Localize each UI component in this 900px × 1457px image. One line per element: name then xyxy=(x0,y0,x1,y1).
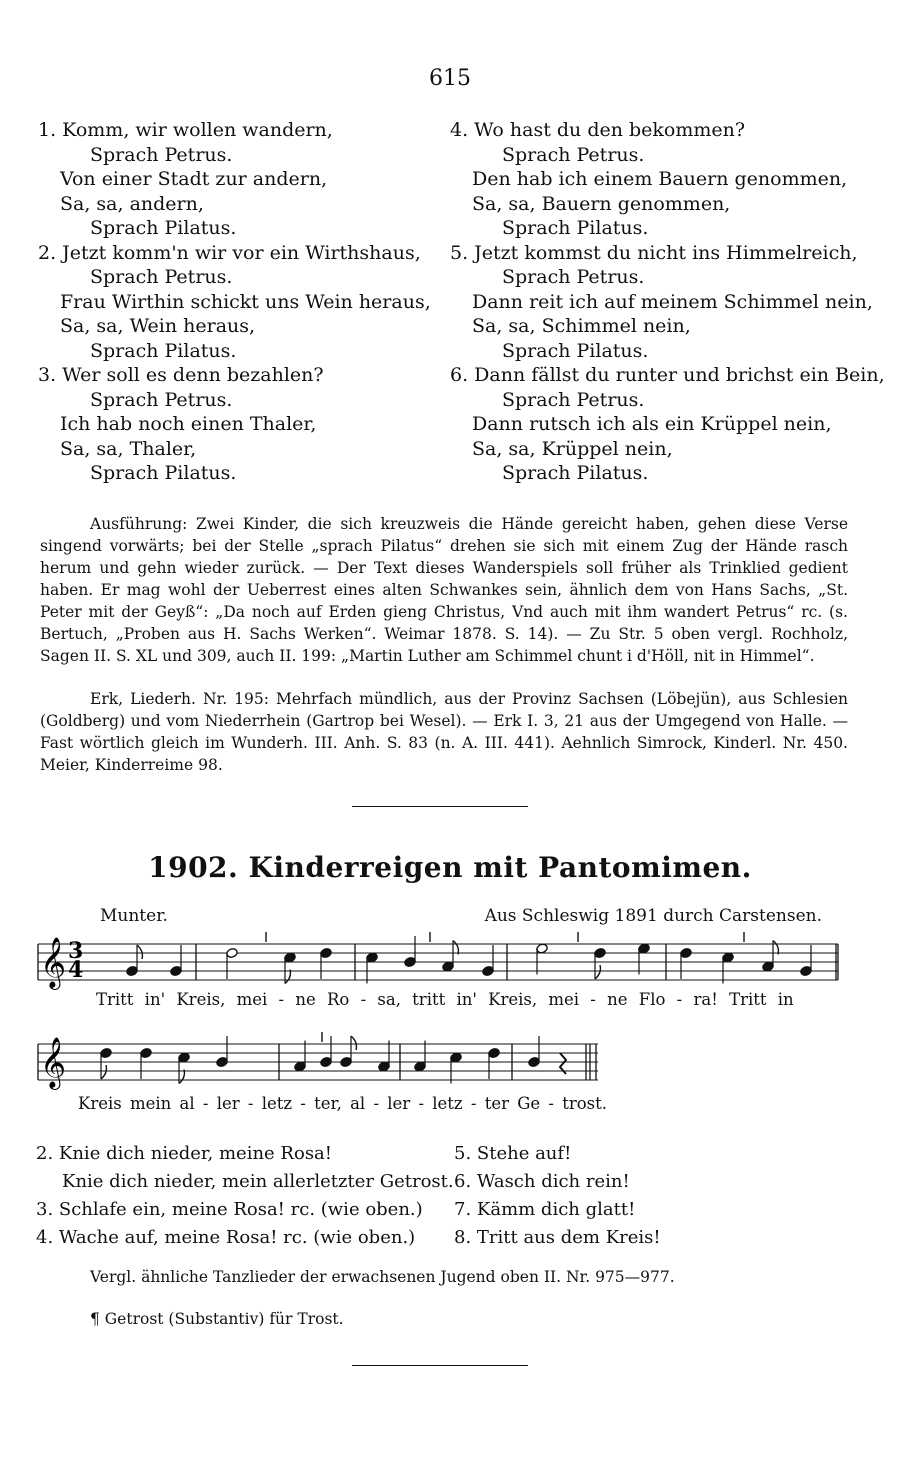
lyrics-line-2: Kreis mein al - ler - letz - ter, al - ler - letz - ter Ge - trost. xyxy=(78,1094,608,1113)
stanza-line: 2. Knie dich nieder, meine Rosa! xyxy=(36,1143,333,1164)
verse-line: Sprach Petrus. xyxy=(502,266,645,288)
verse-line: Sa, sa, Krüppel nein, xyxy=(472,437,673,460)
stanzas-right-column xyxy=(454,1140,834,1252)
treble-clef-icon: 𝄞 xyxy=(40,937,67,988)
sources-note xyxy=(40,688,848,776)
note-head xyxy=(638,943,651,954)
performance-note-text: Ausführung: Zwei Kinder, die sich kreuzweis die Hände gereicht haben, gehen diese Verse singend vorwärts; bei der Stelle „sprach Pilatus“ drehen sie sich mit einem Zug der Hände rasch herum und gehn wieder zurück. — Der Text dieses Wanderspiels soll früher als Trinklied gedient haben. Er mag wohl der Ueberrest eines alten Schwankes sein, ähnlich dem von Hans Sachs, „St. Peter mit der Geyß“: „Da noch auf Erden gieng Christus, Vnd auch mit ihm wandert Petrus“ rc. (s. Bertuch, „Proben aus H. Sachs Werken“. Weimar 1878. S. 14). — Zu Str. 5 oben vergl. Rochholz, Sagen II. S. XL und 309, auch II. 199: „Martin Luther am Schimmel chunt i d'Höll, nit in Himmel“. xyxy=(40,515,848,665)
note-flag xyxy=(351,1036,356,1050)
music-staff-1 xyxy=(38,932,838,990)
song-source: Aus Schleswig 1891 durch Carstensen. xyxy=(484,906,822,926)
note-flag xyxy=(137,945,142,959)
note-head xyxy=(800,965,813,976)
note-flag xyxy=(453,941,458,955)
verse-line: 1. Komm, wir wollen wandern, xyxy=(38,119,333,141)
verse-line: Sprach Pilatus. xyxy=(502,217,649,239)
note-head xyxy=(536,943,549,954)
verse-line: Sprach Pilatus. xyxy=(90,217,237,239)
verse-line: Ich hab noch einen Thaler, xyxy=(60,413,317,435)
note-head xyxy=(170,965,183,976)
note-head xyxy=(284,952,297,963)
verse-line: Sa, sa, Wein heraus, xyxy=(60,315,256,337)
note-head xyxy=(216,1056,229,1067)
note-head xyxy=(482,965,495,976)
note-head xyxy=(594,947,607,958)
time-signature-top: 3 xyxy=(68,938,84,964)
note-flag xyxy=(285,970,290,984)
verse-line: 3. Wer soll es denn bezahlen? xyxy=(38,364,324,386)
stanza-line: 8. Tritt aus dem Kreis! xyxy=(454,1227,661,1248)
verse-line: Sprach Petrus. xyxy=(502,143,645,166)
lyrics-line-1: Tritt in' Kreis, mei - ne Ro - sa, tritt in' Kreis, mei - ne Flo - ra! Tritt in xyxy=(96,990,794,1009)
note-head xyxy=(320,1056,333,1067)
verse-line: Sprach Pilatus. xyxy=(90,339,237,362)
note-head xyxy=(762,961,775,972)
verses-left-column xyxy=(38,118,458,486)
note-head xyxy=(414,1061,427,1072)
verse-line: Sprach Pilatus. xyxy=(502,462,649,484)
verse-line: Sa, sa, Bauern genommen, xyxy=(472,192,731,215)
note-head xyxy=(320,947,333,958)
footnote: ¶ Getrost (Substantiv) für Trost. xyxy=(90,1310,344,1328)
note-head xyxy=(378,1061,391,1072)
note-head xyxy=(722,952,735,963)
time-signature-bottom: 4 xyxy=(68,957,84,983)
music-staff-2 xyxy=(38,1032,598,1090)
note-flag xyxy=(773,941,778,955)
quarter-rest-icon xyxy=(560,1053,566,1074)
verse-line: 2. Jetzt komm'n wir vor ein Wirthshaus, xyxy=(38,241,421,264)
note-flag xyxy=(179,1070,184,1084)
note-head xyxy=(126,965,139,976)
note-head xyxy=(340,1056,353,1067)
stanza-line: 4. Wache auf, meine Rosa! rc. (wie oben.) xyxy=(36,1227,416,1248)
verse-line: Von einer Stadt zur andern, xyxy=(60,168,328,190)
treble-clef-icon: 𝄞 xyxy=(40,1037,67,1088)
note-head xyxy=(178,1052,191,1063)
verse-line: Sa, sa, Schimmel nein, xyxy=(472,315,691,337)
sources-note-text: Erk, Liederh. Nr. 195: Mehrfach mündlich, aus der Provinz Sachsen (Löbejün), aus Schlesien (Goldberg) und vom Niederrhein (Gartrop bei Wesel). — Erk I. 3, 21 aus der Umgegend von Halle. — Fast wörtlich gleich im Wunderh. III. Anh. S. 83 (n. A. III. 441). Aehnlich Simrock, Kinderl. Nr. 450. Meier, Kinderreime 98. xyxy=(40,690,848,774)
note-head xyxy=(100,1047,113,1058)
note-head xyxy=(140,1047,153,1058)
verse-line: Frau Wirthin schickt uns Wein heraus, xyxy=(60,290,431,313)
verse-line: Dann rutsch ich als ein Krüppel nein, xyxy=(472,413,832,435)
verse-line: Den hab ich einem Bauern genommen, xyxy=(472,168,848,190)
verse-line: Sprach Petrus. xyxy=(90,266,233,288)
stanza-line: Knie dich nieder, mein allerletzter Getrost. xyxy=(62,1171,454,1192)
note-head xyxy=(680,947,693,958)
performance-note xyxy=(40,513,848,667)
note-flag xyxy=(595,965,600,979)
note-head xyxy=(528,1056,541,1067)
stanza-line: 3. Schlafe ein, meine Rosa! rc. (wie oben.) xyxy=(36,1199,423,1220)
note-head xyxy=(294,1061,307,1072)
verse-line: Sprach Petrus. xyxy=(90,143,233,166)
note-head xyxy=(450,1052,463,1063)
divider xyxy=(352,1365,528,1366)
comparison-note: Vergl. ähnliche Tanzlieder der erwachsenen Jugend oben II. Nr. 975—977. xyxy=(90,1268,675,1286)
stanzas-left-column xyxy=(36,1140,456,1252)
note-flag xyxy=(101,1065,106,1079)
song-title: 1902. Kinderreigen mit Pantomimen. xyxy=(148,851,752,884)
verse-line: Dann reit ich auf meinem Schimmel nein, xyxy=(472,290,873,313)
stanza-line: 7. Kämm dich glatt! xyxy=(454,1199,636,1220)
note-head xyxy=(366,952,379,963)
divider xyxy=(352,806,528,807)
verse-line: Sprach Petrus. xyxy=(502,388,645,411)
verse-line: 4. Wo hast du den bekommen? xyxy=(450,119,746,141)
verse-line: 6. Dann fällst du runter und brichst ein Bein, xyxy=(450,364,885,386)
note-head xyxy=(226,947,239,958)
note-head xyxy=(488,1047,501,1058)
verses-right-column xyxy=(450,118,885,486)
verse-line: Sa, sa, andern, xyxy=(60,192,204,215)
tempo-marking: Munter. xyxy=(100,906,168,926)
stanza-line: 6. Wasch dich rein! xyxy=(454,1171,630,1192)
stanza-line: 5. Stehe auf! xyxy=(454,1143,572,1164)
verse-line: Sprach Pilatus. xyxy=(90,462,237,484)
verses xyxy=(38,118,885,498)
verse-line: Sprach Petrus. xyxy=(90,388,233,411)
verse-line: 5. Jetzt kommst du nicht ins Himmelreich, xyxy=(450,241,858,264)
verse-line: Sprach Pilatus. xyxy=(502,339,649,362)
page-number: 615 xyxy=(429,66,471,91)
note-head xyxy=(442,961,455,972)
verse-line: Sa, sa, Thaler, xyxy=(60,437,197,460)
note-head xyxy=(404,956,417,967)
